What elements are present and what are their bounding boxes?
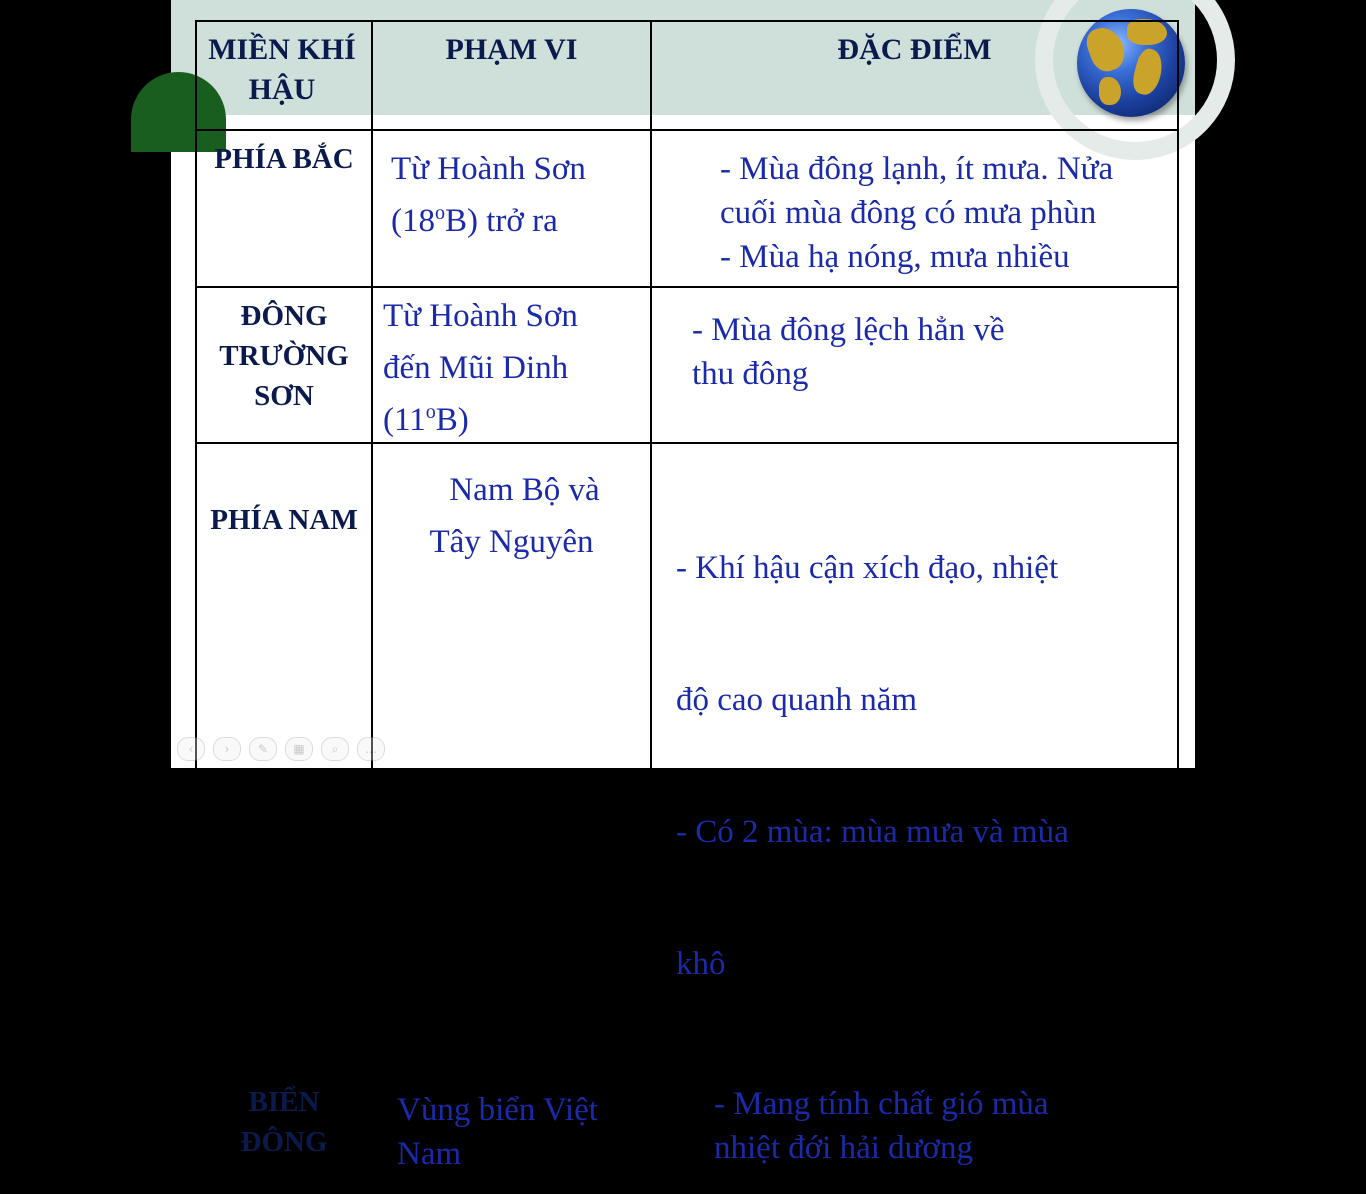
table-row <box>196 1075 1178 1193</box>
next-icon[interactable]: › <box>213 737 241 761</box>
header-region: MIỀN KHÍ HẬU <box>208 33 356 106</box>
pen-icon[interactable]: ✎ <box>249 737 277 761</box>
slide <box>171 0 1195 1172</box>
slides-icon[interactable]: ▦ <box>285 737 313 761</box>
header-cell-features <box>651 21 1178 130</box>
features-text: - Mùa đông lạnh, ít mưa. Nửa cuối mùa đông có mưa phùn - Mùa hạ nóng, mưa nhiều <box>720 151 1114 275</box>
header-features: ĐẶC ĐIỂM <box>837 33 992 66</box>
scope-text: Từ Hoành Sơn đến Mũi Dinh (11$^o$B) <box>383 298 578 438</box>
scope-text: Từ Hoành Sơn (18$^o$B) trở ra <box>391 151 586 239</box>
header-scope: PHẠM VI <box>445 33 578 66</box>
header-cell-region <box>196 21 372 130</box>
table-row <box>196 130 1178 287</box>
climate-table <box>195 20 1179 1194</box>
header-cell-scope <box>372 21 651 130</box>
scope-text: Vùng biển Việt Nam <box>397 1092 598 1172</box>
slideshow-toolbar <box>177 735 417 763</box>
region-name: BIỂN ĐÔNG <box>240 1086 328 1158</box>
zoom-icon[interactable]: ⌕ <box>321 737 349 761</box>
region-name: PHÍA NAM <box>210 504 358 536</box>
features-text: - Mùa đông lệch hẳn về thu đông <box>692 312 1005 392</box>
more-icon[interactable]: … <box>357 737 385 761</box>
features-text: - Khí hậu cận xích đạo, nhiệt độ cao quanh năm - Có 2 mùa: mùa mưa và mùa khô <box>676 550 1069 982</box>
region-name: ĐÔNG TRƯỜNG SƠN <box>219 300 349 412</box>
scope-text: Nam Bộ và Tây Nguyên <box>429 472 600 560</box>
prev-icon[interactable]: ‹ <box>177 737 205 761</box>
table-row <box>196 287 1178 443</box>
region-name: PHÍA BẮC <box>214 143 354 175</box>
header-row <box>196 21 1178 130</box>
features-text: - Mang tính chất gió mùa nhiệt đới hải dương <box>714 1086 1049 1166</box>
